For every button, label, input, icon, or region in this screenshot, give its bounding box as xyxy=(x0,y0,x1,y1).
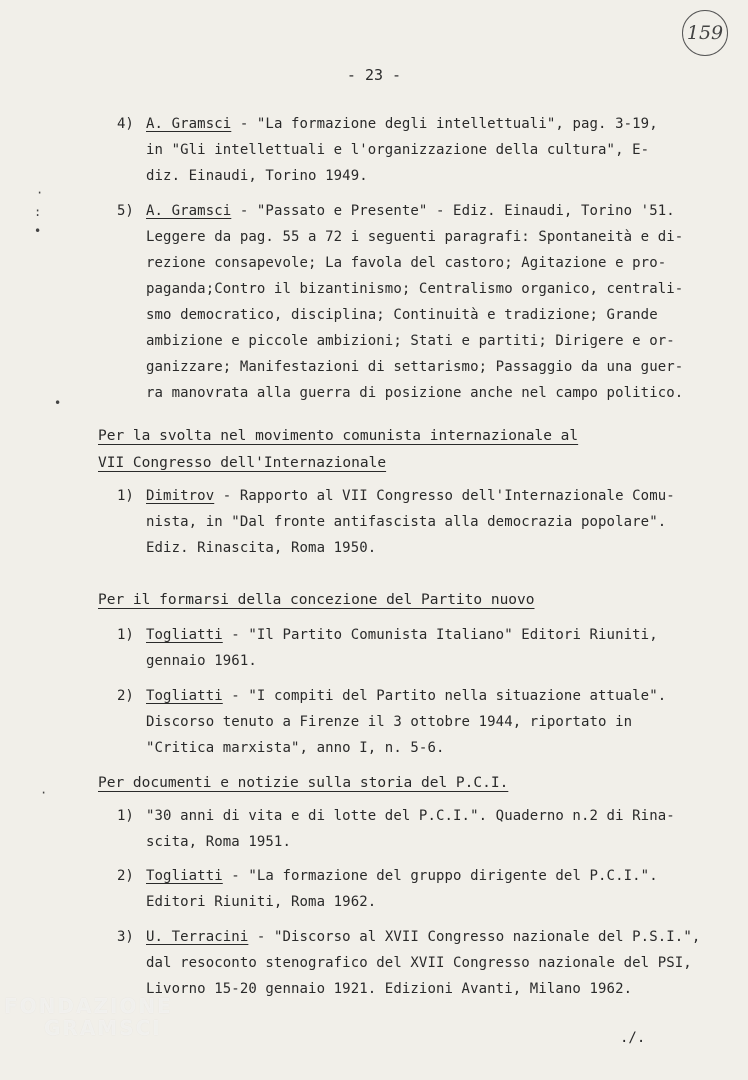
author-name: A. Gramsci xyxy=(146,116,232,132)
section-heading: Per documenti e notizie sulla storia del P.C.I. xyxy=(98,775,509,791)
author-name: Togliatti xyxy=(146,627,223,643)
author-name: U. Terracini xyxy=(146,929,249,945)
item-line: "Critica marxista", anno I, n. 5-6. xyxy=(146,740,445,756)
continuation-mark: ./. xyxy=(620,1030,646,1046)
item-line: diz. Einaudi, Torino 1949. xyxy=(146,168,368,184)
item-number: 5) xyxy=(117,203,134,219)
item-line: scita, Roma 1951. xyxy=(146,834,291,850)
item-line: Togliatti - "La formazione del gruppo dirigente del P.C.I.". xyxy=(146,868,658,884)
item-line: nista, in "Dal fronte antifascista alla democrazia popolare". xyxy=(146,514,667,530)
item-line: Dimitrov - Rapporto al VII Congresso dell'Internazionale Comu- xyxy=(146,488,675,504)
archive-stamp: 159 xyxy=(682,10,728,56)
item-number: 4) xyxy=(117,116,134,132)
item-line: Togliatti - "I compiti del Partito nella situazione attuale". xyxy=(146,688,667,704)
section-heading: Per il formarsi della concezione del Partito nuovo xyxy=(98,592,535,608)
item-line: ra manovrata alla guerra di posizione anche nel campo politico. xyxy=(146,385,684,401)
item-number: 1) xyxy=(117,808,134,824)
item-line: Discorso tenuto a Firenze il 3 ottobre 1944, riportato in xyxy=(146,714,633,730)
item-number: 1) xyxy=(117,627,134,643)
section-heading: Per la svolta nel movimento comunista internazionale al xyxy=(98,428,579,444)
item-line: U. Terracini - "Discorso al XVII Congresso nazionale del P.S.I.", xyxy=(146,929,701,945)
item-number: 2) xyxy=(117,868,134,884)
item-line: rezione consapevole; La favola del castoro; Agitazione e pro- xyxy=(146,255,667,271)
page-number: - 23 - xyxy=(346,66,402,84)
author-name: Togliatti xyxy=(146,688,223,704)
item-line: dal resoconto stenografico del XVII Congresso nazionale del PSI, xyxy=(146,955,692,971)
watermark-logo: FONDAZIONE GRAMSCI xyxy=(4,994,173,1040)
author-name: A. Gramsci xyxy=(146,203,232,219)
item-line: Ediz. Rinascita, Roma 1950. xyxy=(146,540,377,556)
item-line: gennaio 1961. xyxy=(146,653,257,669)
item-line: Togliatti - "Il Partito Comunista Italiano" Editori Riuniti, xyxy=(146,627,658,643)
item-number: 2) xyxy=(117,688,134,704)
margin-dot: : xyxy=(34,205,42,219)
item-line: Leggere da pag. 55 a 72 i seguenti paragrafi: Spontaneità e di- xyxy=(146,229,684,245)
item-number: 3) xyxy=(117,929,134,945)
author-name: Dimitrov xyxy=(146,488,215,504)
item-line: in "Gli intellettuali e l'organizzazione della cultura", E- xyxy=(146,142,650,158)
item-line: A. Gramsci - "Passato e Presente" - Ediz. Einaudi, Torino '51. xyxy=(146,203,675,219)
margin-dot: · xyxy=(36,186,44,200)
item-number: 1) xyxy=(117,488,134,504)
item-line: paganda;Contro il bizantinismo; Centralismo organico, centrali- xyxy=(146,281,684,297)
margin-dot: · xyxy=(40,786,48,800)
item-line: smo democratico, disciplina; Continuità e tradizione; Grande xyxy=(146,307,658,323)
item-line: A. Gramsci - "La formazione degli intellettuali", pag. 3-19, xyxy=(146,116,658,132)
section-heading: VII Congresso dell'Internazionale xyxy=(98,455,387,471)
item-line: "30 anni di vita e di lotte del P.C.I.". Quaderno n.2 di Rina- xyxy=(146,808,675,824)
item-line: Livorno 15-20 gennaio 1921. Edizioni Avanti, Milano 1962. xyxy=(146,981,633,997)
item-line: ambizione e piccole ambizioni; Stati e partiti; Dirigere e or- xyxy=(146,333,675,349)
item-line: Editori Riuniti, Roma 1962. xyxy=(146,894,377,910)
author-name: Togliatti xyxy=(146,868,223,884)
item-line: ganizzare; Manifestazioni di settarismo; Passaggio da una guer- xyxy=(146,359,684,375)
margin-dot: • xyxy=(54,396,62,410)
margin-dot: • xyxy=(34,224,42,238)
